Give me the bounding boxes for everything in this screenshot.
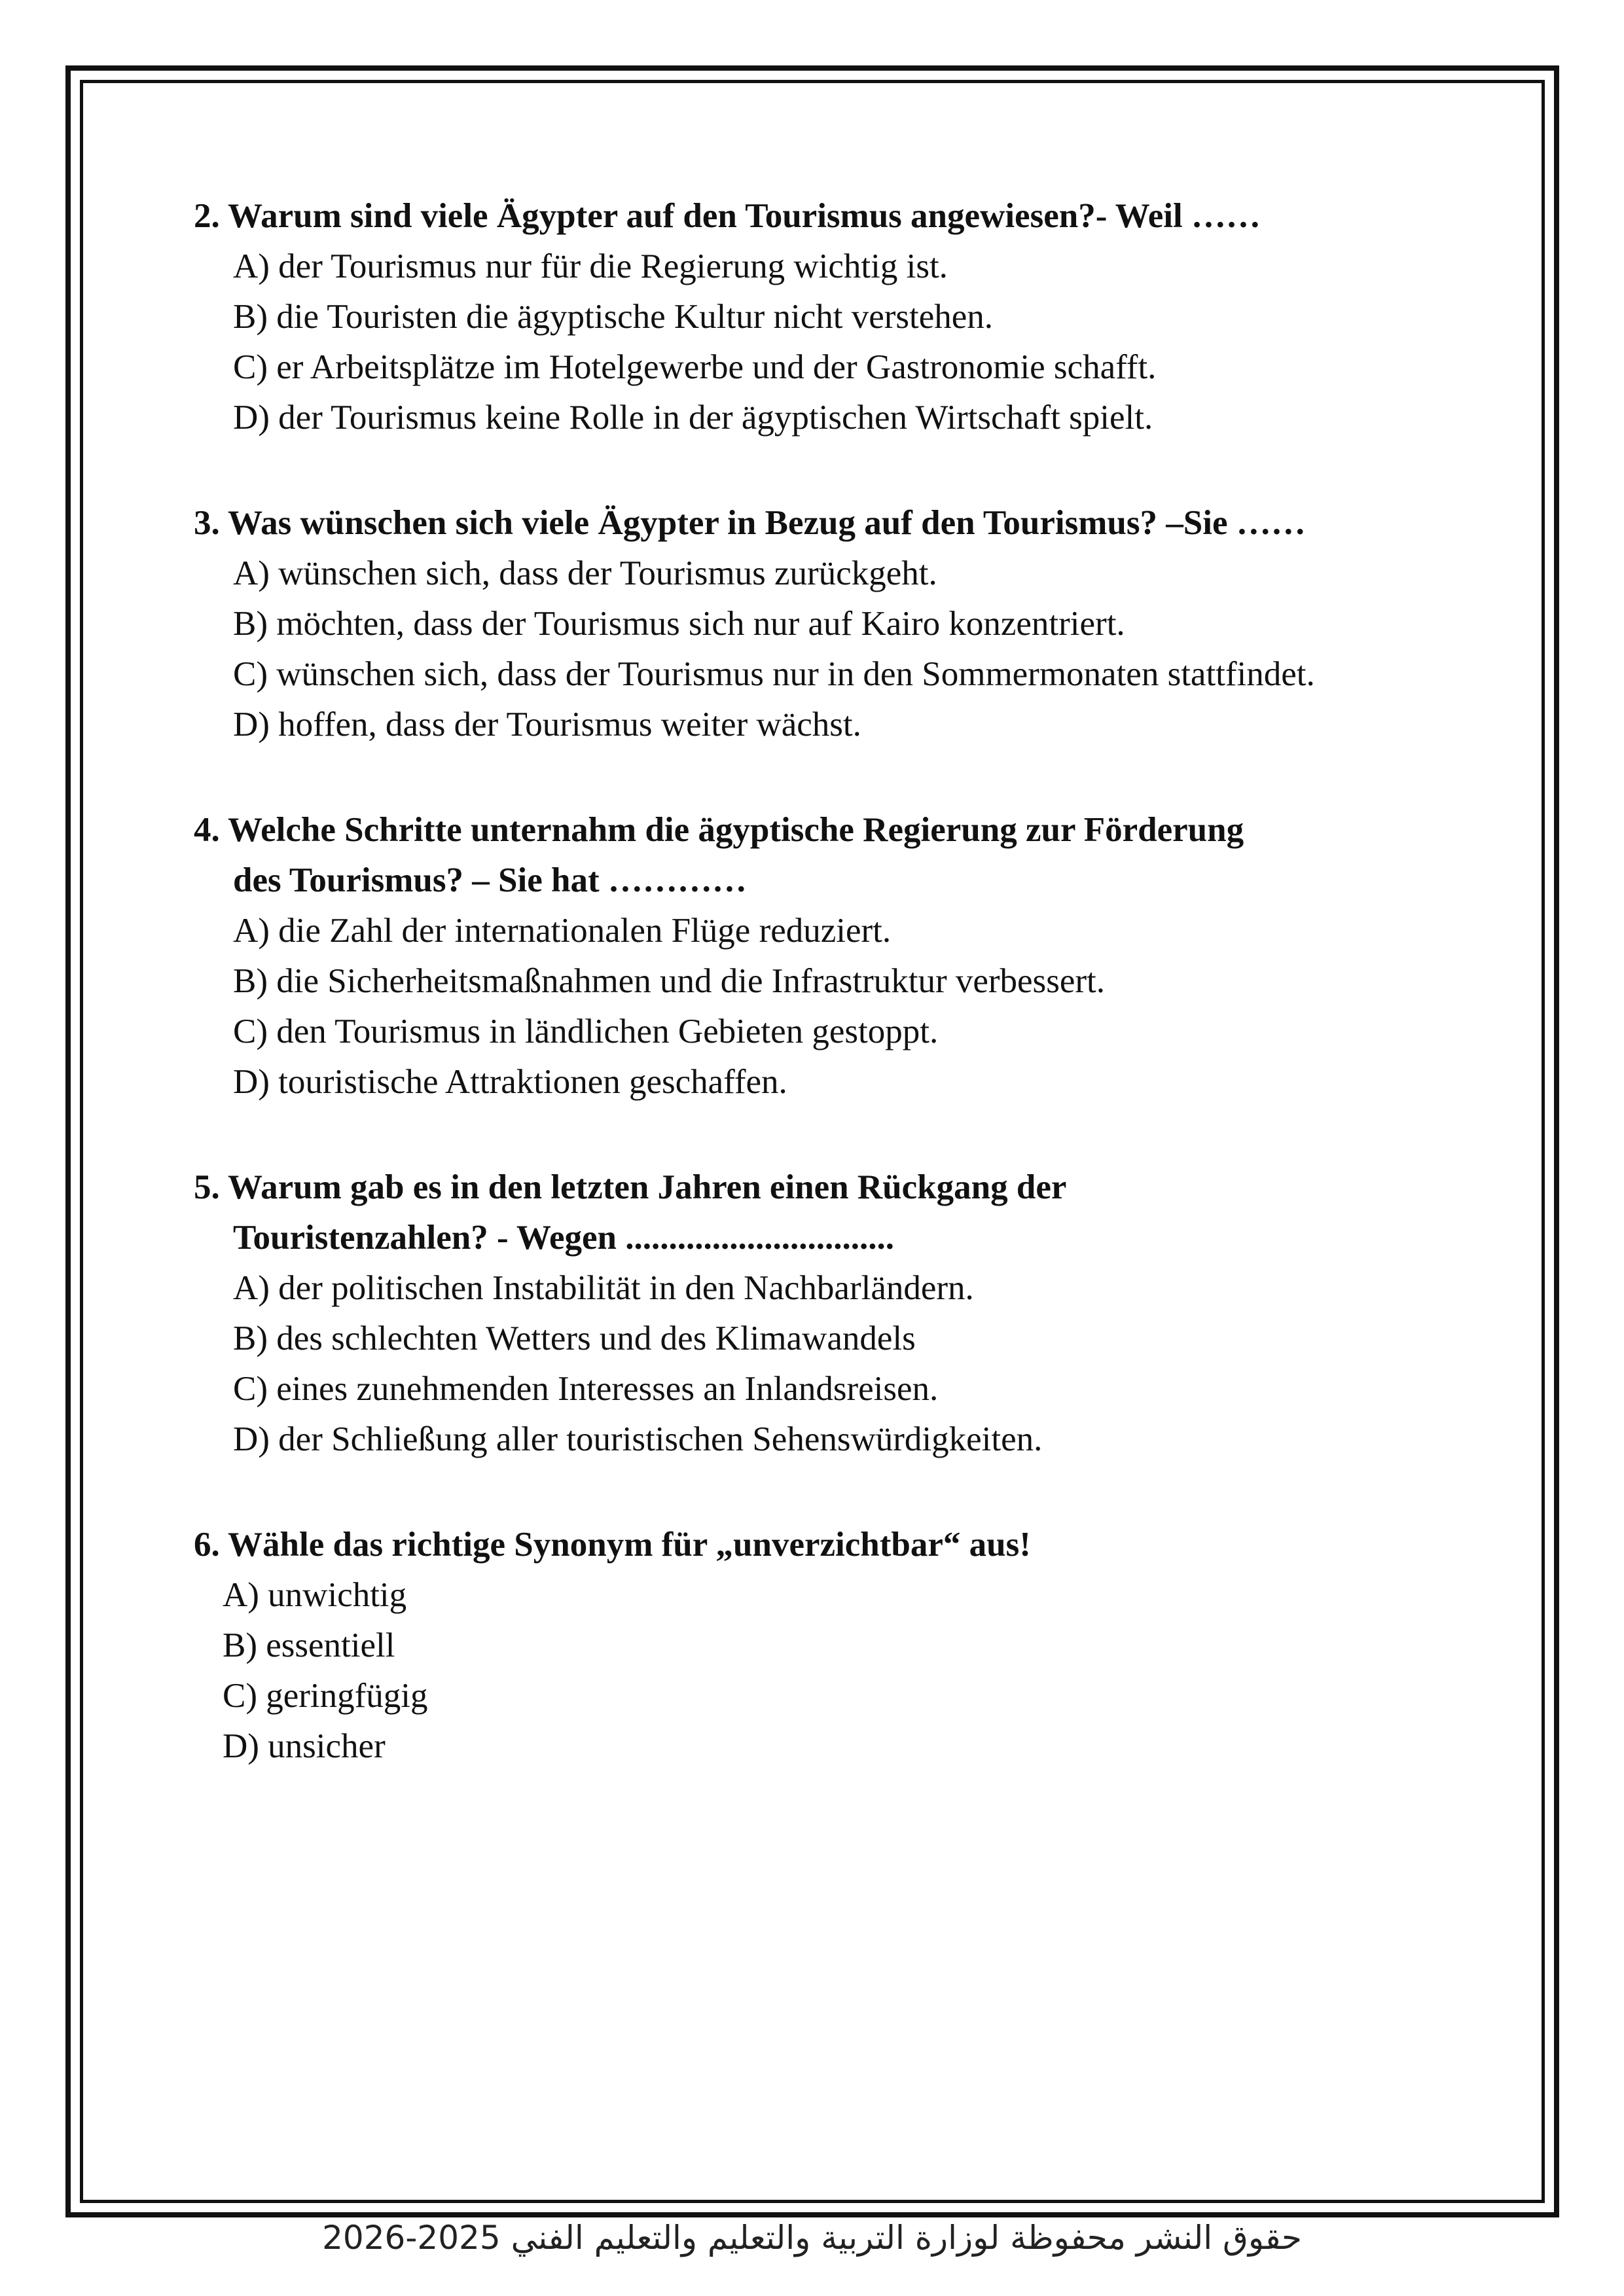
- question-3: [194, 498, 1470, 750]
- option-d: D) hoffen, dass der Tourismus weiter wächst.: [233, 706, 861, 744]
- question-text-continued: des Tourismus? – Sie hat …………: [233, 861, 747, 899]
- question-5: [194, 1162, 1470, 1465]
- option-b: B) des schlechten Wetters und des Klimawandels: [233, 1319, 916, 1357]
- answer-options: [194, 1570, 1470, 1772]
- question-text: 3. Was wünschen sich viele Ägypter in Bezug auf den Tourismus? –Sie ……: [194, 504, 1306, 542]
- copyright-footer: حقوق النشر محفوظة لوزارة التربية والتعليم والتعليم الفني 2025-2026: [322, 2219, 1302, 2257]
- option-d: D) touristische Attraktionen geschaffen.: [233, 1063, 787, 1101]
- option-a: A) der politischen Instabilität in den Nachbarländern.: [233, 1269, 974, 1307]
- option-a: A) wünschen sich, dass der Tourismus zurückgeht.: [233, 554, 937, 592]
- option-c: C) wünschen sich, dass der Tourismus nur in den Sommermonaten stattfindet.: [233, 655, 1315, 693]
- question-text: 4. Welche Schritte unternahm die ägyptische Regierung zur Förderung: [194, 811, 1244, 849]
- option-a: A) die Zahl der internationalen Flüge reduziert.: [233, 912, 892, 950]
- question-text: 5. Warum gab es in den letzten Jahren einen Rückgang der: [194, 1168, 1067, 1206]
- question-2: [194, 191, 1470, 443]
- option-b: B) möchten, dass der Tourismus sich nur auf Kairo konzentriert.: [233, 605, 1125, 643]
- question-text-continued: Touristenzahlen? - Wegen ...............................: [233, 1219, 895, 1257]
- option-d: D) der Schließung aller touristischen Sehenswürdigkeiten.: [233, 1420, 1043, 1458]
- option-d: D) unsicher: [223, 1727, 386, 1765]
- question-list: [194, 191, 1470, 1827]
- option-a: A) unwichtig: [223, 1576, 407, 1614]
- option-b: B) essentiell: [223, 1626, 395, 1664]
- answer-options: [194, 242, 1470, 443]
- answer-options: [194, 906, 1470, 1107]
- option-b: B) die Sicherheitsmaßnahmen und die Infrastruktur verbessert.: [233, 962, 1105, 1000]
- option-d: D) der Tourismus keine Rolle in der ägyptischen Wirtschaft spielt.: [233, 399, 1153, 437]
- answer-options: [194, 548, 1470, 750]
- question-text: 2. Warum sind viele Ägypter auf den Tourismus angewiesen?- Weil ……: [194, 197, 1261, 235]
- option-b: B) die Touristen die ägyptische Kultur nicht verstehen.: [233, 298, 994, 336]
- option-c: C) den Tourismus in ländlichen Gebieten gestoppt.: [233, 1013, 939, 1050]
- option-c: C) geringfügig: [223, 1677, 428, 1715]
- option-c: C) er Arbeitsplätze im Hotelgewerbe und der Gastronomie schafft.: [233, 348, 1157, 386]
- option-a: A) der Tourismus nur für die Regierung wichtig ist.: [233, 247, 948, 285]
- answer-options: [194, 1263, 1470, 1465]
- option-c: C) eines zunehmenden Interesses an Inlandsreisen.: [233, 1370, 939, 1408]
- question-4: [194, 805, 1470, 1107]
- question-text: 6. Wähle das richtige Synonym für „unverzichtbar“ aus!: [194, 1526, 1031, 1564]
- question-6: [194, 1520, 1470, 1772]
